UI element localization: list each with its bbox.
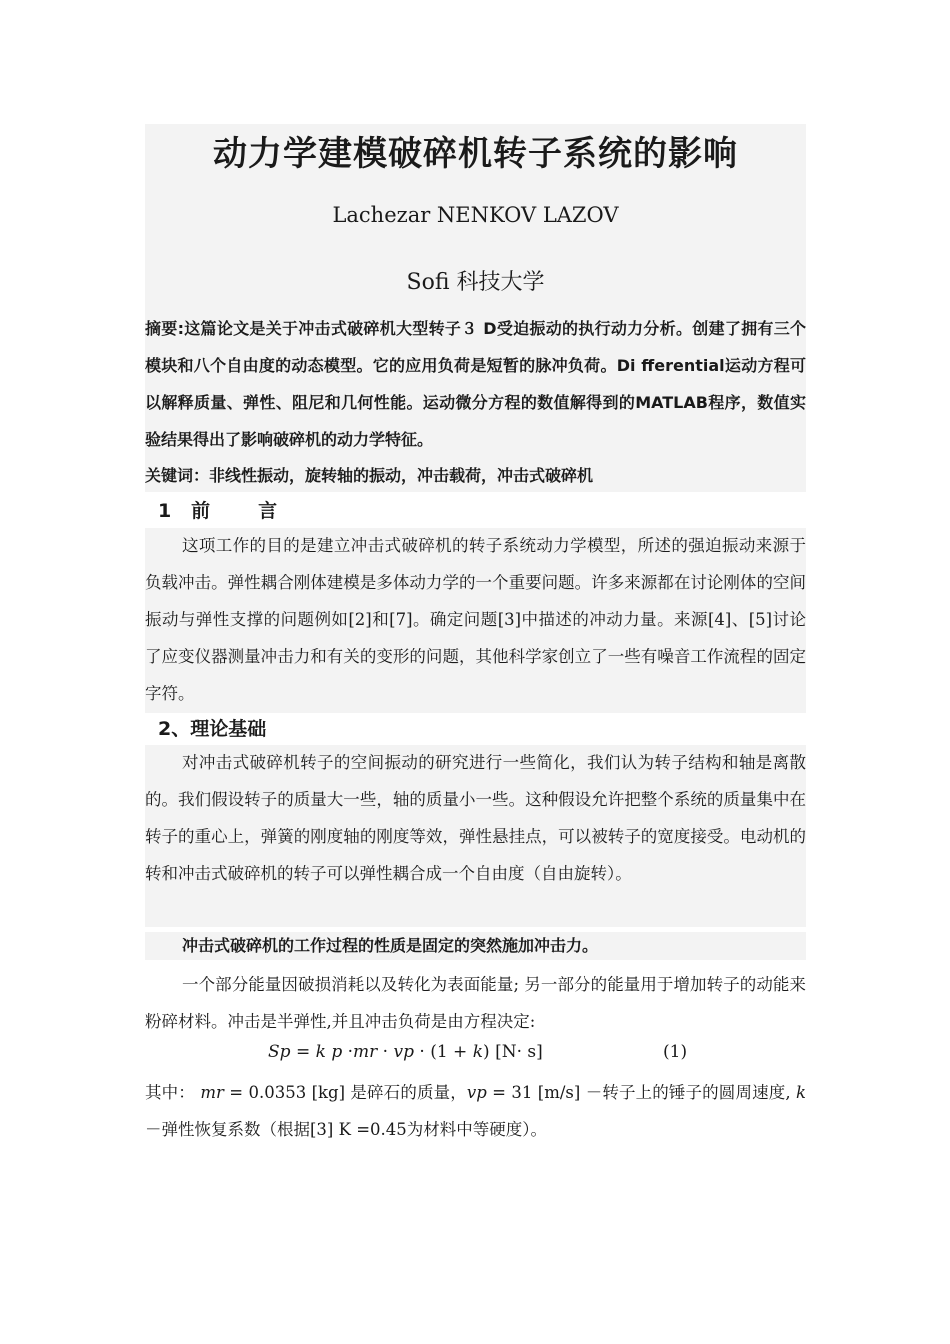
section-title-part-b: 言 — [258, 500, 278, 522]
author-name: Lachezar NENKOV LAZOV — [332, 203, 619, 227]
where-paragraph: 其中： mr = 0.0353 [kg] 是碎石的质量，vp = 31 [m/s] －转子上的锤子的圆周速度, k －弹性恢复系数（根据[3] K =0.45为材料中等硬度）。 — [145, 1083, 807, 1139]
formula-unit: [N· s] — [495, 1042, 543, 1062]
abstract-label: 摘要: — [145, 319, 184, 338]
theory-paragraph: 对冲击式破碎机转子的空间振动的研究进行一些简化，我们认为转子结构和轴是离散的。我们假设转子的质量大一些，轴的质量小一些。这种假设允许把整个系统的质量集中在转子的重心上，弹簧的刚度轴的刚度等效，弹性悬挂点，可以被转子的宽度接受。电动机的转和冲击式破碎机的转子可以弹性耦合成一个自由度（自由旋转）。 — [145, 753, 806, 883]
intro-paragraph: 这项工作的目的是建立冲击式破碎机的转子系统动力学模型，所述的强迫振动来源于负载冲击。弹性耦合刚体建模是多体动力学的一个重要问题。许多来源都在讨论刚体的空间振动与弹性支撑的问题例如[2]和[7]。确定问题[3]中描述的冲动力量。来源[4]、[5]讨论了应变仪器测量冲击力和有关的变形的问题，其他科学家创立了一些有噪音工作流程的固定字符。 — [145, 536, 806, 703]
abstract — [145, 310, 806, 458]
energy-paragraph: 一个部分能量因破损消耗以及转化为表面能量; 另一部分的能量用于增加转子的动能来粉碎材料。冲击是半弹性,并且冲击负荷是由方程决定: — [145, 975, 806, 1031]
formula-lhs: Sp — [268, 1042, 291, 1062]
impulse-formula: Sp = k p ·mr · vp · (1 + k) [N· s] — [268, 1042, 543, 1062]
section-number: 1 — [158, 500, 172, 522]
affiliation: Sofi 科技大学 — [406, 270, 545, 295]
equation-number: (1) — [663, 1042, 688, 1062]
abstract-text: 这篇论文是关于冲击式破碎机大型转子３ D受迫振动的执行动力分析。创建了拥有三个模块和八个自由度的动态模型。它的应用负荷是短暂的脉冲负荷。Di fferential运动方程可以解释质量、弹性、阻尼和几何性能。运动微分方程的数值解得到的MATLAB程序，数值实验结果得出了影响破碎机的动力学特征。 — [145, 319, 806, 449]
section-title-part-a: 前 — [191, 500, 211, 522]
paper-title: 动力学建模破碎机转子系统的影响 — [213, 134, 738, 174]
keywords: 关键词：非线性振动，旋转轴的振动，冲击载荷，冲击式破碎机 — [145, 466, 594, 485]
section-heading-intro — [158, 496, 277, 523]
section-heading-theory: 2、理论基础 — [158, 718, 267, 740]
emphasis-sentence: 冲击式破碎机的工作过程的性质是固定的突然施加冲击力。 — [182, 936, 599, 955]
